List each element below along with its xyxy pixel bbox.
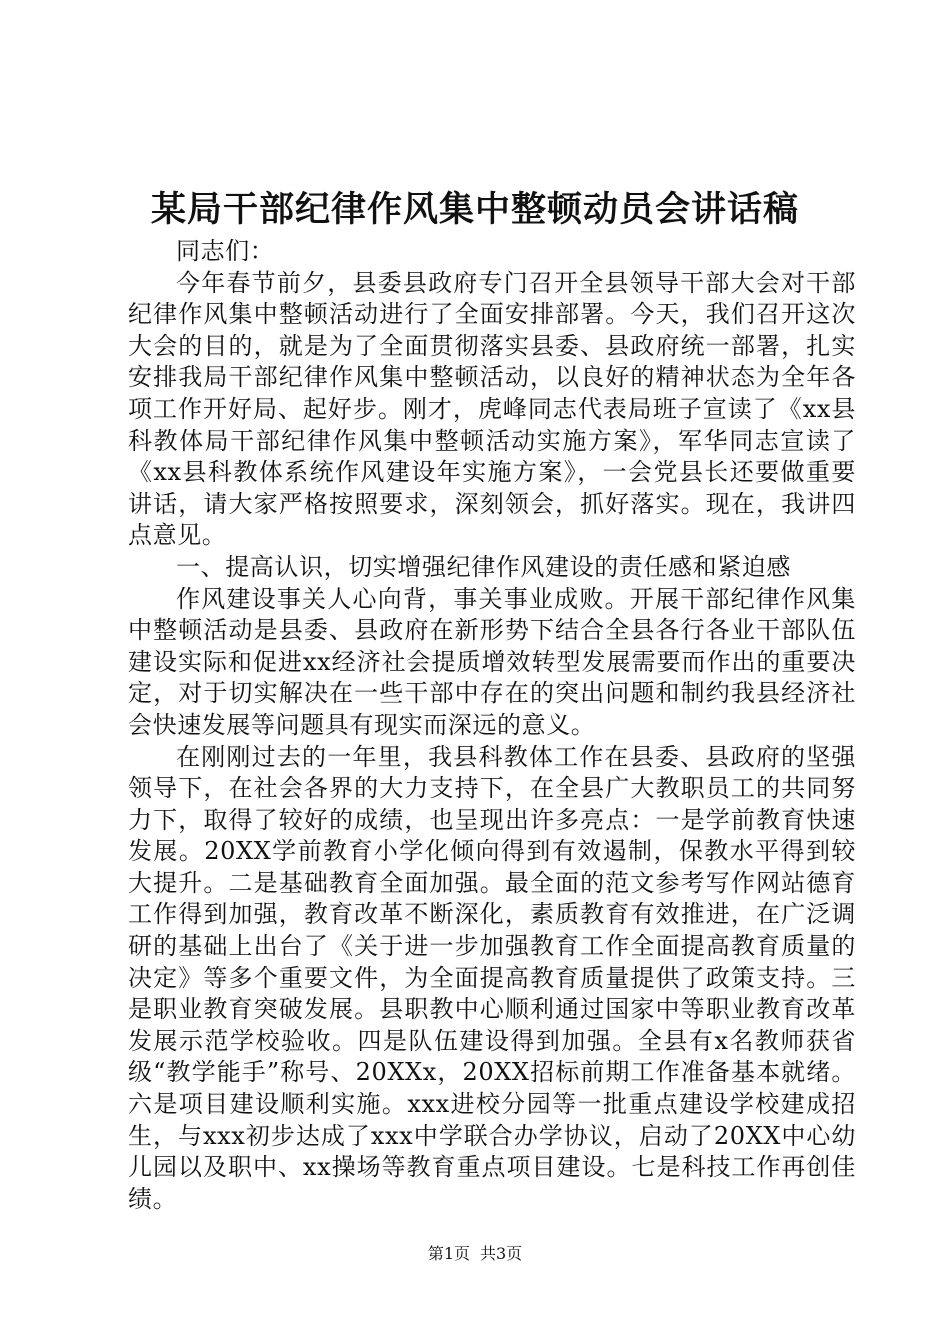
paragraph-intro: 今年春节前夕，县委县政府专门召开全县领导干部大会对干部纪律作风集中整顿活动进行了全面安排部署。今天，我们召开这次大会的目的，就是为了全面贯彻落实县委、县政府统一部署，扎实安排我局干部纪律作风集中整顿活动，以良好的精神状态为全年各项工作开好局、起好步。刚才，虎峰同志代表局班子宣读了《xx县科教体局干部纪律作风集中整顿活动实施方案》，军华同志宣读了《xx县科教体系统作风建设年实施方案》，一会党县长还要做重要讲话，请大家严格按照要求，深刻领会，抓好落实。现在，我讲四点意见。 (128, 268, 856, 550)
page-footer (0, 1242, 950, 1266)
document-title: 某局干部纪律作风集中整顿动员会讲话稿 (150, 189, 799, 230)
page-number: 第1页 (427, 1244, 470, 1263)
paragraph-achievements: 在刚刚过去的一年里，我县科教体工作在县委、县政府的坚强领导下，在社会各界的大力支持下，在全县广大教职员工的共同努力下，取得了较好的成绩，也呈现出许多亮点：一是学前教育快速发展。20XX学前教育小学化倾向得到有效遏制，保教水平得到较大提升。二是基础教育全面加强。最全面的范文参考写作网站德育工作得到加强，教育改革不断深化，素质教育有效推进，在广泛调研的基础上出台了《关于进一步加强教育工作全面提高教育质量的决定》等多个重要文件，为全面提高教育质量提供了政策支持。三是职业教育突破发展。县职教中心顺利通过国家中等职业教育改革发展示范学校验收。四是队伍建设得到加强。全县有x名教师获省级“教学能手”称号、20XXx，20XX招标前期工作准备基本就绪。六是项目建设顺利实施。xxx进校分园等一批重点建设学校建成招生，与xxx初步达成了xxx中学联合办学协议，启动了20XX中心幼儿园以及职中、xx操场等教育重点项目建设。七是科技工作再创佳绩。 (128, 742, 856, 1213)
document-body (128, 236, 856, 1215)
section-heading-1: 一、提高认识，切实增强纪律作风建设的责任感和紧迫感 (176, 552, 791, 581)
page-total: 共3页 (480, 1244, 523, 1263)
paragraph-style-importance: 作风建设事关人心向背，事关事业成败。开展干部纪律作风集中整顿活动是县委、县政府在新形势下结合全县各行各业干部队伍建设实际和促进xx经济社会提质增效转型发展需要而作出的重要决定，对于切实解决在一些干部中存在的突出问题和制约我县经济社会快速发展等问题具有现实而深远的意义。 (128, 584, 856, 739)
salutation: 同志们： (176, 237, 275, 265)
